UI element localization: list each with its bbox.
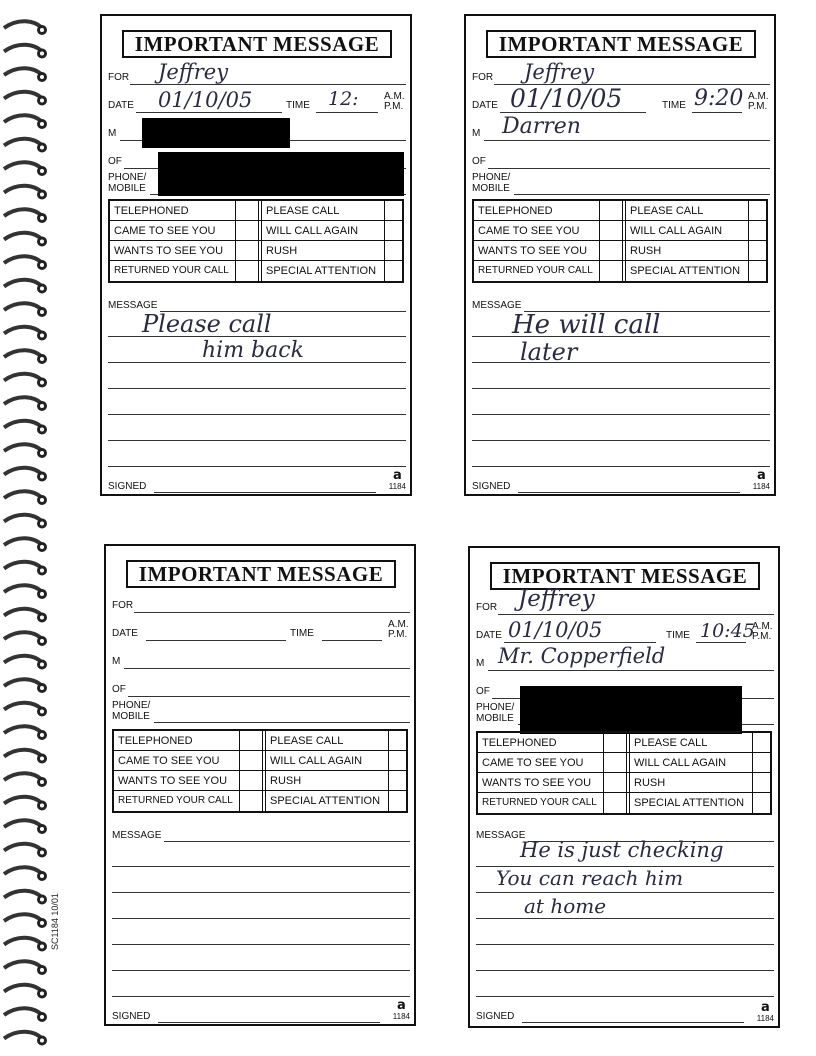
binding-ring [4, 703, 42, 710]
came-to-see-you-label: CAME TO SEE YOU [118, 755, 220, 767]
am-pm-label: A.M. P.M. [388, 619, 409, 640]
for-label: FOR [112, 600, 134, 611]
will-call-again-label: WILL CALL AGAIN [630, 225, 723, 237]
m-label: M [108, 128, 117, 139]
of-label: OF [108, 156, 122, 167]
will-call-again-label: WILL CALL AGAIN [270, 755, 363, 767]
m-label: M [472, 128, 481, 139]
returned-your-call-label: RETURNED YOUR CALL [482, 797, 597, 808]
am-pm-label: A.M. P.M. [752, 621, 773, 642]
phone-label: PHONE/ [108, 172, 147, 183]
will-call-again-label: WILL CALL AGAIN [634, 757, 727, 769]
binding-ring [4, 609, 42, 616]
telephoned-label: TELEPHONED [114, 205, 189, 217]
of-label: OF [472, 156, 486, 167]
telephoned-label: TELEPHONED [118, 735, 193, 747]
of-label: OF [112, 684, 126, 695]
checkbox-grid [108, 199, 404, 283]
wants-to-see-you-label: WANTS TO SEE YOU [478, 245, 588, 257]
date-value: 01/10/05 [158, 88, 253, 112]
am-pm-label: A.M. P.M. [384, 91, 405, 112]
will-call-again-label: WILL CALL AGAIN [266, 225, 359, 237]
pad-logo: a 1184 [752, 468, 770, 491]
binding-ring [4, 68, 42, 75]
binding-ring [4, 115, 42, 122]
slip-title: IMPORTANT MESSAGE [126, 560, 396, 588]
for-label: FOR [108, 72, 130, 83]
pad-logo: a 1184 [388, 468, 406, 491]
message-slip-1 [100, 14, 412, 496]
message-line-1: He will call [512, 310, 661, 340]
came-to-see-you-label: CAME TO SEE YOU [482, 757, 584, 769]
binding-ring [4, 656, 42, 663]
special-attention-label: SPECIAL ATTENTION [634, 797, 745, 809]
binding-ring [4, 233, 42, 240]
date-label: DATE [112, 628, 138, 639]
binding-ring [4, 538, 42, 545]
redaction-box [158, 152, 404, 196]
binding-ring [4, 374, 42, 381]
mobile-label: MOBILE [472, 183, 510, 194]
time-value: 12: [328, 88, 359, 110]
binding-ring [4, 515, 42, 522]
time-label: TIME [290, 628, 314, 639]
binding-ring [4, 726, 42, 733]
m-label: M [112, 656, 121, 667]
binding-ring [4, 867, 42, 874]
message-line-1: Please call [142, 310, 272, 338]
message-slip-3 [104, 544, 416, 1026]
binding-ring [4, 186, 42, 193]
binding-ring [4, 1008, 42, 1015]
please-call-label: PLEASE CALL [634, 737, 708, 749]
redaction-box [520, 686, 742, 734]
message-label: MESSAGE [472, 300, 522, 311]
from-value: Darren [502, 114, 581, 139]
from-value: Mr. Copperfield [498, 644, 666, 668]
message-line-1: He is just checking [520, 838, 724, 862]
came-to-see-you-label: CAME TO SEE YOU [478, 225, 580, 237]
date-value: 01/10/05 [510, 84, 623, 113]
rush-label: RUSH [270, 775, 302, 787]
message-label: MESSAGE [108, 300, 158, 311]
binding-ring [4, 327, 42, 334]
signed-label: SIGNED [472, 481, 511, 492]
message-line-2: him back [202, 338, 304, 363]
pad-logo: a 1184 [756, 1000, 774, 1023]
binding-ring [4, 844, 42, 851]
returned-your-call-label: RETURNED YOUR CALL [118, 795, 233, 806]
mobile-label: MOBILE [476, 713, 514, 724]
message-slip-4 [468, 546, 780, 1028]
binding-ring [4, 961, 42, 968]
pad-logo: a 1184 [392, 998, 410, 1021]
checkbox-grid [472, 199, 768, 283]
slip-title: IMPORTANT MESSAGE [490, 562, 760, 590]
for-label: FOR [472, 72, 494, 83]
for-label: FOR [476, 602, 498, 613]
form-code-label: SC1184 10/01 [50, 893, 60, 950]
binding-ring [4, 820, 42, 827]
date-label: DATE [472, 100, 498, 111]
binding-ring [4, 444, 42, 451]
binding-ring [4, 773, 42, 780]
please-call-label: PLEASE CALL [630, 205, 704, 217]
of-label: OF [476, 686, 490, 697]
message-line-3: at home [524, 894, 607, 918]
binding-ring [4, 891, 42, 898]
returned-your-call-label: RETURNED YOUR CALL [478, 265, 593, 276]
special-attention-label: SPECIAL ATTENTION [270, 795, 381, 807]
date-label: DATE [108, 100, 134, 111]
date-label: DATE [476, 630, 502, 641]
binding-ring [4, 209, 42, 216]
slip-title: IMPORTANT MESSAGE [486, 30, 756, 58]
binding-ring [4, 585, 42, 592]
binding-ring [4, 985, 42, 992]
binding-ring [4, 280, 42, 287]
binding-ring [4, 303, 42, 310]
for-value: Jeffrey [158, 60, 229, 84]
checkbox-grid [476, 731, 772, 815]
please-call-label: PLEASE CALL [266, 205, 340, 217]
binding-ring [4, 562, 42, 569]
wants-to-see-you-label: WANTS TO SEE YOU [118, 775, 228, 787]
binding-ring [4, 21, 42, 28]
phone-label: PHONE/ [476, 702, 515, 713]
binding-ring [4, 139, 42, 146]
came-to-see-you-label: CAME TO SEE YOU [114, 225, 216, 237]
binding-ring [4, 632, 42, 639]
for-value: Jeffrey [518, 586, 595, 612]
binding-ring [4, 1032, 42, 1039]
binding-ring [4, 750, 42, 757]
message-label: MESSAGE [112, 830, 162, 841]
slip-title: IMPORTANT MESSAGE [122, 30, 392, 58]
wants-to-see-you-label: WANTS TO SEE YOU [114, 245, 224, 257]
binding-ring [4, 914, 42, 921]
binding-ring [4, 421, 42, 428]
mobile-label: MOBILE [108, 183, 146, 194]
date-value: 01/10/05 [508, 618, 603, 642]
binding-ring [4, 350, 42, 357]
message-line-2: later [520, 338, 578, 366]
special-attention-label: SPECIAL ATTENTION [630, 265, 741, 277]
please-call-label: PLEASE CALL [270, 735, 344, 747]
rush-label: RUSH [630, 245, 662, 257]
telephoned-label: TELEPHONED [482, 737, 557, 749]
rush-label: RUSH [266, 245, 298, 257]
binding-ring [4, 45, 42, 52]
m-label: M [476, 658, 485, 669]
signed-label: SIGNED [476, 1011, 515, 1022]
rush-label: RUSH [634, 777, 666, 789]
returned-your-call-label: RETURNED YOUR CALL [114, 265, 229, 276]
binding-ring [4, 491, 42, 498]
time-line [316, 112, 378, 113]
message-line-2: You can reach him [496, 866, 684, 890]
am-pm-label: A.M. P.M. [748, 91, 769, 112]
date-line [136, 112, 282, 113]
message-label: MESSAGE [476, 830, 526, 841]
time-label: TIME [662, 100, 686, 111]
for-line [130, 84, 406, 85]
time-label: TIME [286, 100, 310, 111]
binding-ring [4, 679, 42, 686]
phone-label: PHONE/ [112, 700, 151, 711]
special-attention-label: SPECIAL ATTENTION [266, 265, 377, 277]
signed-label: SIGNED [108, 481, 147, 492]
binding-ring [4, 938, 42, 945]
time-value: 10:45 [700, 620, 755, 642]
binding-ring [4, 162, 42, 169]
binding-ring [4, 797, 42, 804]
binding-ring [4, 468, 42, 475]
checkbox-grid [112, 729, 408, 813]
telephoned-label: TELEPHONED [478, 205, 553, 217]
binding-ring [4, 92, 42, 99]
mobile-label: MOBILE [112, 711, 150, 722]
time-value: 9:20 [694, 86, 744, 111]
redaction-box [142, 118, 290, 148]
binding-ring [4, 256, 42, 263]
phone-label: PHONE/ [472, 172, 511, 183]
signed-label: SIGNED [112, 1011, 151, 1022]
message-slip-2 [464, 14, 776, 496]
wants-to-see-you-label: WANTS TO SEE YOU [482, 777, 592, 789]
for-value: Jeffrey [524, 60, 595, 84]
binding-ring [4, 397, 42, 404]
time-label: TIME [666, 630, 690, 641]
